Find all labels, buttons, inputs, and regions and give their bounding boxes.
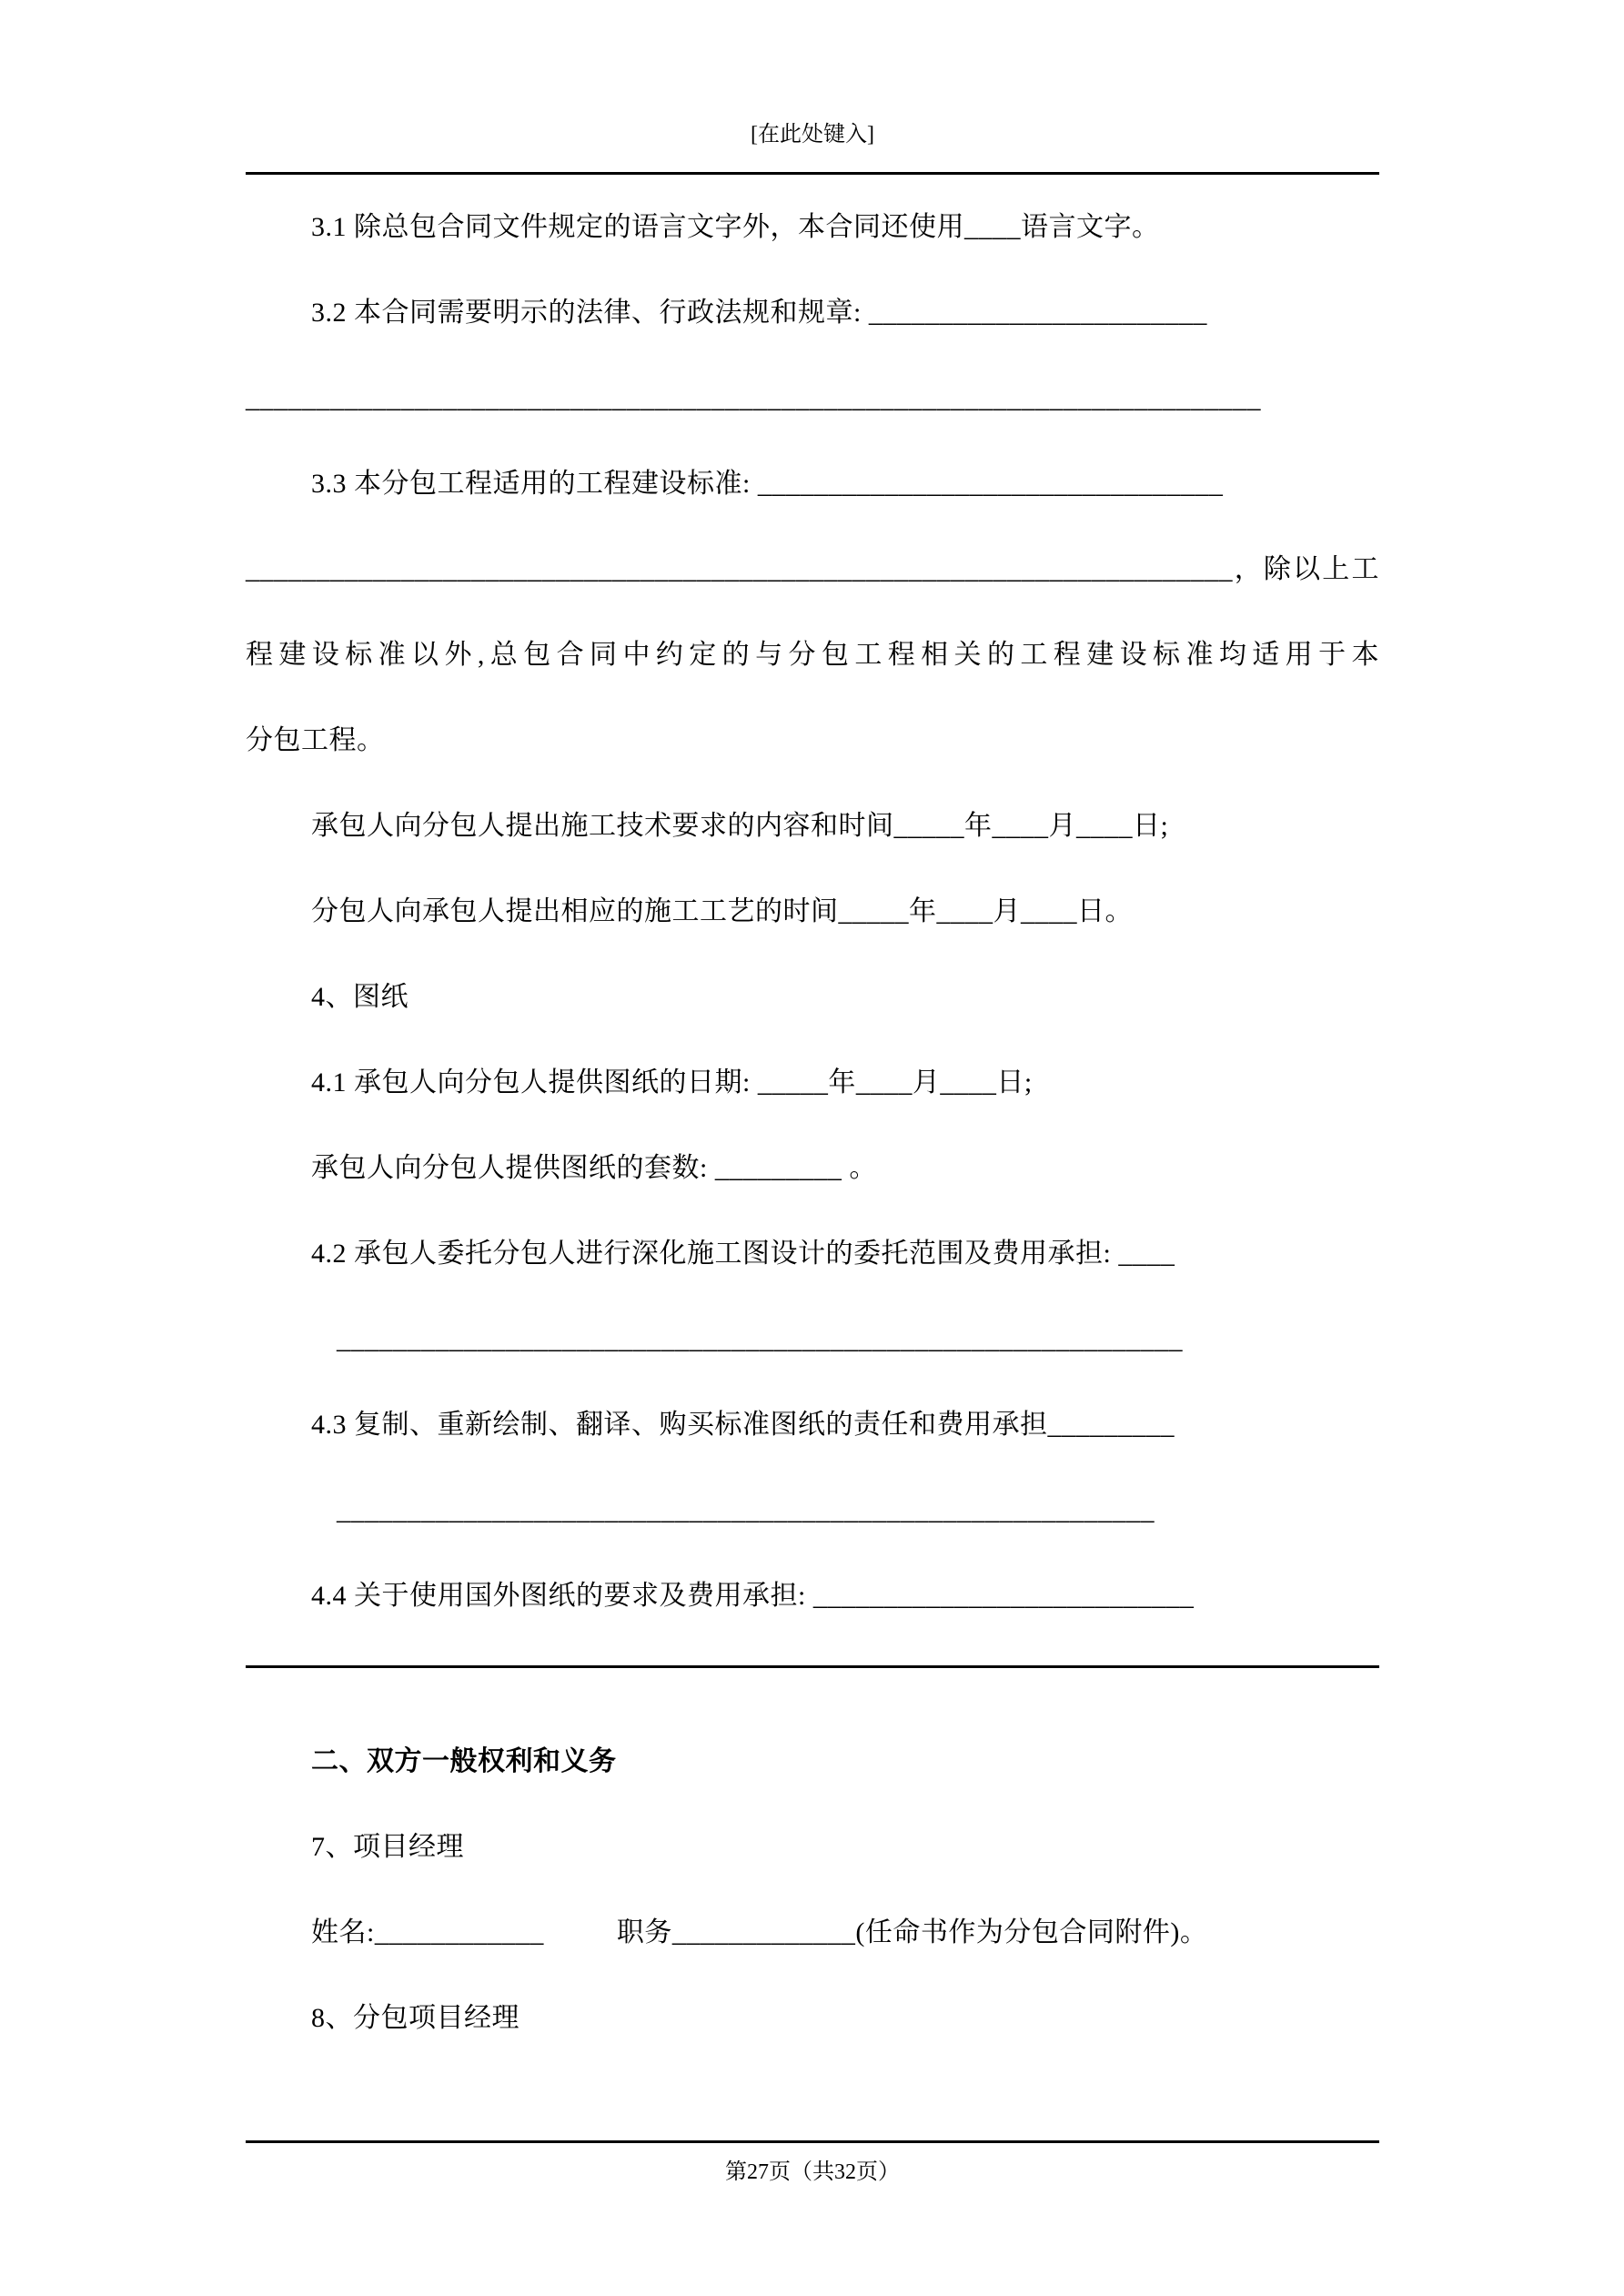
clause-3-3-continued: 分包工程。 [246, 725, 385, 755]
document-body [246, 211, 1379, 2088]
clause-3-3-continued: ______________________________________________________________________，除以上工 [246, 554, 1379, 584]
clause-4-3: 4.3 复制、重新绘制、翻译、购买标准图纸的责任和费用承担_________ [311, 1410, 1175, 1440]
header-rule [246, 172, 1379, 175]
clause-3-1: 3.1 除总包合同文件规定的语言文字外，本合同还使用____语言文字。 [311, 212, 1160, 242]
clause-3-2: 3.2 本合同需要明示的法律、行政法规和规章: ________________________ [311, 298, 1207, 328]
clause-4-1-continued: 承包人向分包人提供图纸的套数: _________ 。 [311, 1153, 877, 1183]
subcontractor-process-line: 分包人向承包人提出相应的施工工艺的时间_____年____月____日。 [311, 896, 1133, 926]
clause-4-1: 4.1 承包人向分包人提供图纸的日期: _____年____月____日; [311, 1067, 1033, 1097]
blank-line: ________________________________________________________________________ [246, 383, 1261, 413]
clause-3-3-continued: 程建设标准以外,总包合同中约定的与分包工程相关的工程建设标准均适用于本 [246, 640, 1379, 670]
header-placeholder: [在此处键入] [751, 123, 874, 147]
page-header [246, 122, 1379, 175]
page-footer [246, 2140, 1379, 2185]
contractor-requirements-line: 承包人向分包人提出施工技术要求的内容和时间_____年____月____日; [311, 811, 1169, 841]
project-manager-name-line: 姓名:____________ 职务_____________(任命书作为分包合同附件)。 [311, 1917, 1208, 1947]
blank-line: __________________________________________________________ [337, 1495, 1155, 1525]
blank-line: ____________________________________________________________ [337, 1324, 1183, 1354]
clause-4-4: 4.4 关于使用国外图纸的要求及费用承担: ___________________________ [311, 1581, 1195, 1611]
clause-4-2: 4.2 承包人委托分包人进行深化施工图设计的委托范围及费用承担: ____ [311, 1239, 1175, 1269]
clause-3-3: 3.3 本分包工程适用的工程建设标准: _________________________________ [311, 469, 1224, 499]
page-number: 第27页（共32页） [725, 2160, 900, 2184]
section-2-heading: 二、双方一般权利和义务 [311, 1746, 617, 1776]
clause-7-heading: 7、项目经理 [311, 1832, 464, 1862]
section-divider-rule [246, 1665, 1379, 1668]
clause-8-heading: 8、分包项目经理 [311, 2003, 519, 2033]
clause-4-heading: 4、图纸 [311, 982, 409, 1012]
